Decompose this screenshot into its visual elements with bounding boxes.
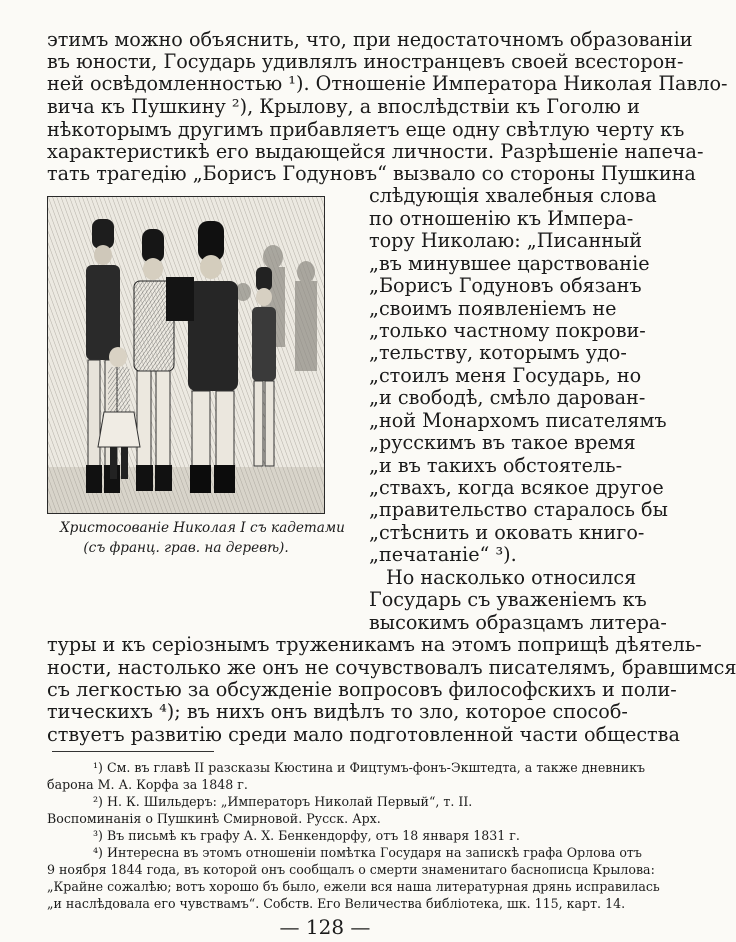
body-line: этимъ можно объяснить, что, при недостаточномъ образованіи [47, 28, 693, 51]
body-line: высокимъ образцамъ литера- [369, 611, 667, 634]
body-line: ности, настолько же онъ не сочувствовалъ писателямъ, бравшимся [47, 656, 736, 679]
body-line: „въ минувшее царствованіе [369, 252, 650, 275]
body-line: „печатаніе“ ³). [369, 543, 517, 566]
body-line: тору Николаю: „Писанный [369, 229, 643, 252]
body-line: тать трагедію „Борисъ Годуновъ“ вызвало со стороны Пушкина [47, 162, 696, 185]
body-line: „ствахъ, когда всякое другое [369, 476, 664, 499]
engraving-illustration [47, 196, 325, 514]
footnote-line: ⁴) Интересна въ этомъ отношеніи помѣтка Государя на запискѣ графа Орлова отъ [93, 845, 642, 860]
footnote-line: „Крайне сожалѣю; вотъ хорошо бъ было, ежели вся наша литературная дрянь исправилась [47, 879, 660, 894]
figure-caption-title: Христосованіе Николая I съ кадетами [60, 520, 345, 536]
body-line: слѣдующія хвалебныя слова [369, 184, 657, 207]
body-line: „ной Монархомъ писателямъ [369, 409, 667, 432]
body-line: „тельству, которымъ удо- [369, 341, 627, 364]
body-line: нѣкоторымъ другимъ прибавляетъ еще одну свѣтлую черту къ [47, 118, 685, 141]
body-line: „своимъ появленіемъ не [369, 297, 617, 320]
body-line: „правительство старалось бы [369, 498, 668, 521]
body-line: „русскимъ въ такое время [369, 431, 636, 454]
footnote-line: барона М. А. Корфа за 1848 г. [47, 777, 248, 792]
body-line: Государь съ уваженіемъ къ [369, 588, 647, 611]
body-line: характеристикѣ его выдающейся личности. Разрѣшеніе напеча- [47, 140, 704, 163]
body-line: Но насколько относился [386, 566, 637, 589]
footnote-line: Воспоминанія о Пушкинѣ Смирновой. Русск. Арх. [47, 811, 381, 826]
body-line: „и свободѣ, смѣло дарован- [369, 386, 646, 409]
body-line: туры и къ серіознымъ труженикамъ на этомъ поприщѣ дѣятель- [47, 633, 702, 656]
footnote-line: ³) Въ письмѣ къ графу А. Х. Бенкендорфу, отъ 18 января 1831 г. [93, 828, 520, 843]
body-line: „и въ такихъ обстоятель- [369, 454, 623, 477]
figure-caption-source: (съ франц. грав. на деревѣ). [83, 540, 289, 556]
body-line: ствуетъ развитію среди мало подготовленной части общества [47, 723, 680, 746]
body-line: тическихъ ⁴); въ нихъ онъ видѣлъ то зло, которое способ- [47, 700, 628, 723]
body-line: ней освѣдомленностью ¹). Отношеніе Императора Николая Павло- [47, 72, 728, 95]
footnote-line: „и наслѣдовала его чувствамъ“. Собств. Его Величества библіотека, шк. 115, карт. 14. [47, 896, 626, 911]
body-line: „Борисъ Годуновъ обязанъ [369, 274, 642, 297]
body-line: вича къ Пушкину ²), Крылову, а впослѣдствіи къ Гоголю и [47, 95, 640, 118]
body-line: „стоилъ меня Государь, но [369, 364, 642, 387]
body-line: по отношенію къ Импера- [369, 207, 634, 230]
footnote-line: ¹) См. въ главѣ II разсказы Кюстина и Фицтумъ-фонъ-Экштедта, а также дневникъ [93, 760, 646, 775]
footnote-divider [52, 751, 214, 752]
body-line: „только частному покрови- [369, 319, 646, 342]
body-line: въ юности, Государь удивлялъ иностранцевъ своей всесторон- [47, 50, 684, 73]
page-number: — 128 — [279, 915, 371, 939]
body-line: съ легкостью за обсужденіе вопросовъ философскихъ и поли- [47, 678, 677, 701]
footnote-line: ²) Н. К. Шильдеръ: „Императоръ Николай Первый“, т. II. [93, 794, 473, 809]
footnote-line: 9 ноября 1844 года, въ которой онъ сообщалъ о смерти знаменитаго баснописца Крылова: [47, 862, 655, 877]
body-line: „стѣснить и оковать книго- [369, 521, 645, 544]
